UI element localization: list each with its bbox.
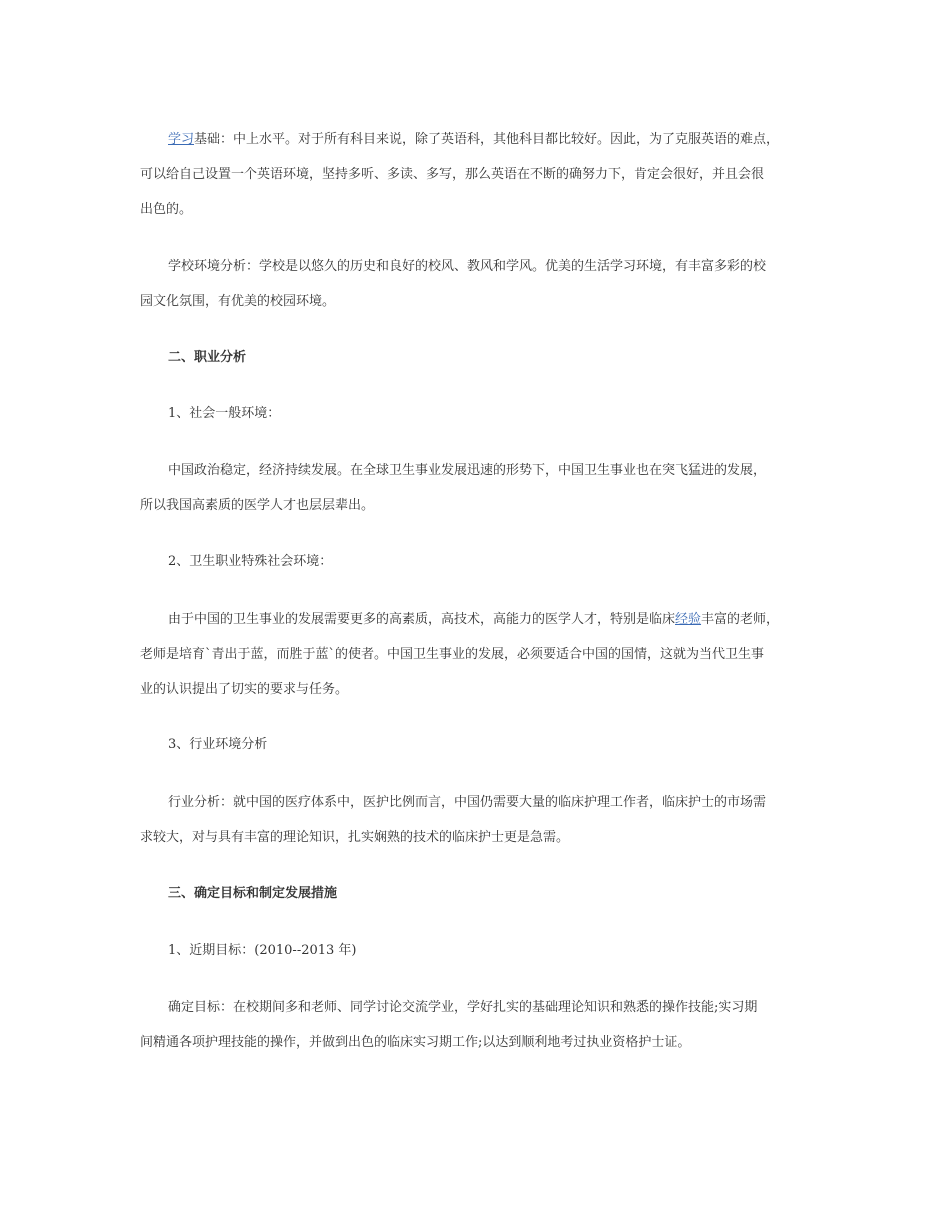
paragraph-line: 出色的。	[140, 202, 193, 217]
experience-link[interactable]: 经验	[675, 612, 702, 627]
subheading-industry-environment: 3、行业环境分析	[168, 737, 268, 752]
paragraph-line: 确定目标：在校期间多和老师、同学讨论交流学业，学好扎实的基础理论知识和熟悉的操作技能;实习期	[168, 1000, 758, 1015]
paragraph-line: 中国政治稳定，经济持续发展。在全球卫生事业发展迅速的形势下，中国卫生事业也在突飞猛进的发展，	[168, 463, 767, 478]
paragraph-line: 行业分析：就中国的医疗体系中，医护比例而言，中国仍需要大量的临床护理工作者，临床护士的市场需	[168, 795, 767, 810]
subheading-health-social-environment: 2、卫生职业特殊社会环境：	[168, 554, 333, 569]
paragraph-text: 由于中国的卫生事业的发展需要更多的高素质，高技术，高能力的医学人才，特别是临床	[168, 612, 676, 627]
paragraph-text: 丰富的老师，	[701, 612, 780, 627]
paragraph-study-basis	[140, 122, 825, 227]
paragraph-line	[140, 122, 825, 157]
subheading-short-term-goal: 1、近期目标：(2010--2013 年)	[168, 943, 357, 958]
paragraph-line: 业的认识提出了切实的要求与任务。	[140, 682, 349, 697]
section-heading-career-analysis: 二、职业分析	[168, 350, 247, 365]
paragraph-line: 间精通各项护理技能的操作，并做到出色的临床实习期工作;以达到顺利地考过执业资格护士证。	[140, 1035, 691, 1050]
paragraph-line: 园文化氛围，有优美的校园环境。	[140, 294, 336, 309]
paragraph-line: 可以给自己设置一个英语环境，坚持多听、多读、多写，那么英语在不断的确努力下，肯定会很好，并且会很	[140, 167, 765, 182]
subheading-social-environment: 1、社会一般环境：	[168, 406, 281, 421]
paragraph-goal-details	[140, 990, 825, 1060]
paragraph-line: 所以我国高素质的医学人才也层层辈出。	[140, 498, 375, 513]
paragraph-industry-analysis	[140, 785, 825, 855]
paragraph-line: 求较大，对与具有丰富的理论知识，扎实娴熟的技术的临床护士更是急需。	[140, 830, 570, 845]
paragraph-line	[140, 602, 825, 637]
paragraph-text: 基础：中上水平。对于所有科目来说，除了英语科，其他科目都比较好。因此，为了克服英语的难点，	[194, 132, 780, 147]
paragraph-line: 老师是培育`青出于蓝，而胜于蓝`的使者。中国卫生事业的发展，必须要适合中国的国情，这就为当代卫生事	[140, 647, 765, 662]
paragraph-health-development	[140, 602, 825, 707]
paragraph-line: 学校环境分析：学校是以悠久的历史和良好的校风、教风和学风。优美的生活学习环境，有丰富多彩的校	[168, 259, 767, 274]
paragraph-school-environment	[140, 249, 825, 319]
paragraph-politics-economy	[140, 453, 825, 523]
study-link[interactable]: 学习	[168, 132, 195, 147]
section-heading-goals: 三、确定目标和制定发展措施	[168, 886, 338, 901]
